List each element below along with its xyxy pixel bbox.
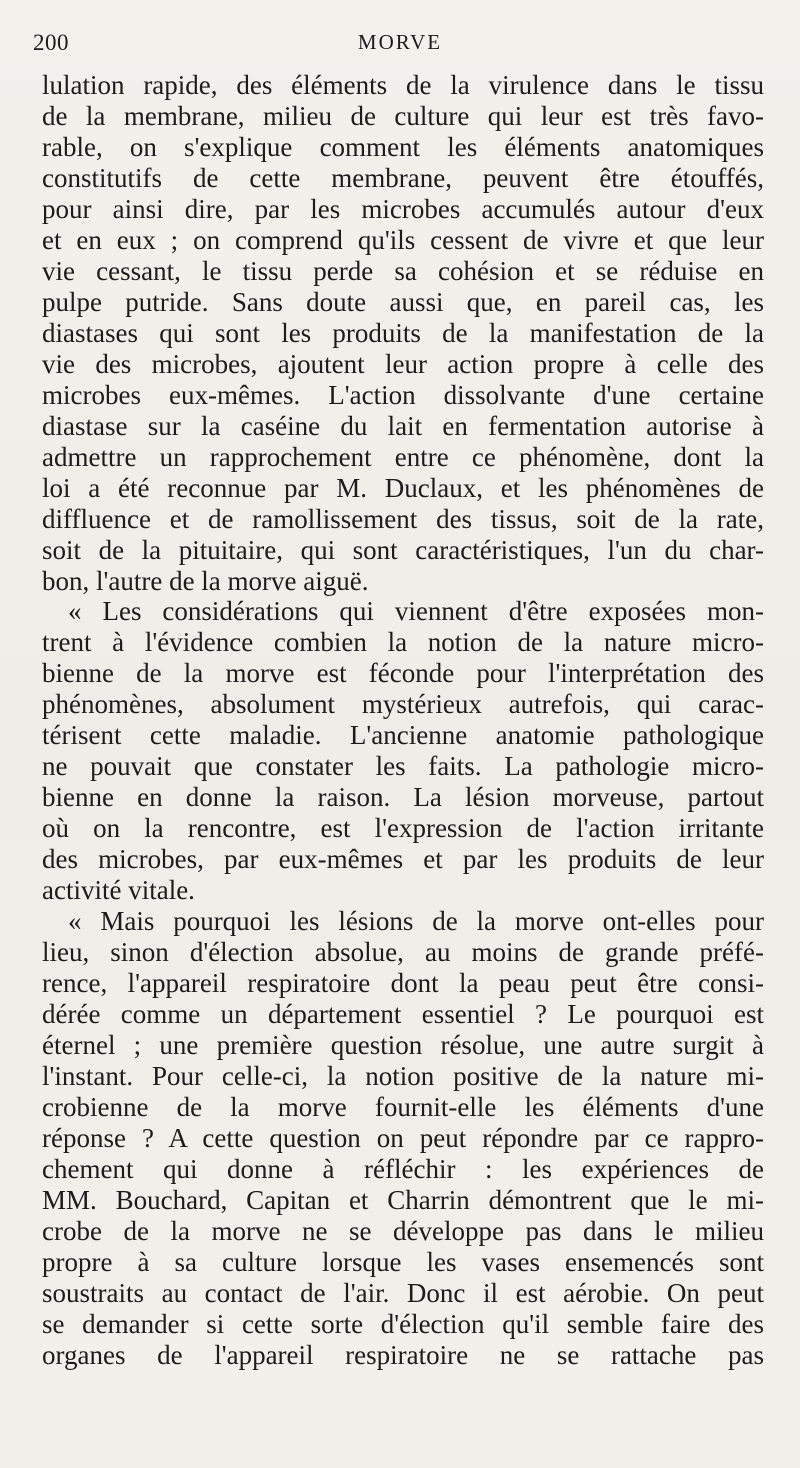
- text-line: organes de l'appareil respiratoire ne se rattache pas: [42, 1339, 764, 1370]
- text-line: l'instant. Pour celle-ci, la notion positive de la nature mi-: [42, 1061, 764, 1091]
- text-line: chement qui donne à réfléchir : les expériences de: [42, 1153, 764, 1184]
- text-line: activité vitale.: [42, 875, 195, 906]
- text-line: vie des microbes, ajoutent leur action propre à celle des: [42, 348, 764, 379]
- text-line: trent à l'évidence combien la notion de la nature micro-: [42, 627, 764, 658]
- text-line: propre à sa culture lorsque les vases ensemencés sont: [42, 1246, 764, 1277]
- text-line: de la membrane, milieu de culture qui leur est très favo-: [42, 100, 764, 131]
- text-line: phénomènes, absolument mystérieux autrefois, qui carac-: [42, 689, 764, 720]
- text-line: diastase sur la caséine du lait en fermentation autorise à: [42, 410, 764, 441]
- text-line: loi a été reconnue par M. Duclaux, et les phénomènes de: [42, 472, 764, 503]
- text-line: admettre un rapprochement entre ce phénomène, dont la: [42, 441, 764, 472]
- text-line: constitutifs de cette membrane, peuvent être étouffés,: [42, 162, 764, 193]
- text-line: diffluence et de ramollissement des tissus, soit de la rate,: [42, 503, 764, 534]
- body-text: [42, 70, 764, 1371]
- text-line: térisent cette maladie. L'ancienne anatomie pathologique: [42, 720, 764, 751]
- text-line: soit de la pituitaire, qui sont caractéristiques, l'un du char-: [42, 534, 764, 565]
- text-line: bon, l'autre de la morve aiguë.: [42, 565, 369, 596]
- text-line: « Les considérations qui viennent d'être exposées mon-: [68, 596, 764, 627]
- text-line: microbes eux-mêmes. L'action dissolvante d'une certaine: [42, 379, 764, 410]
- text-line: rence, l'appareil respiratoire dont la peau peut être consi-: [42, 968, 764, 999]
- text-line: bienne en donne la raison. La lésion morveuse, partout: [42, 782, 764, 813]
- text-line: pulpe putride. Sans doute aussi que, en pareil cas, les: [42, 286, 764, 317]
- text-line: se demander si cette sorte d'élection qu'il semble faire des: [42, 1308, 764, 1339]
- text-line: crobienne de la morve fournit-elle les éléments d'une: [42, 1091, 764, 1122]
- text-line: où on la rencontre, est l'expression de l'action irritante: [42, 813, 764, 844]
- text-line: pour ainsi dire, par les microbes accumulés autour d'eux: [42, 193, 764, 224]
- text-line: soustraits au contact de l'air. Donc il est aérobie. On peut: [42, 1277, 764, 1308]
- text-line: ne pouvait que constater les faits. La pathologie micro-: [42, 751, 764, 782]
- text-line: lulation rapide, des éléments de la virulence dans le tissu: [42, 70, 764, 100]
- text-line: MM. Bouchard, Capitan et Charrin démontrent que le mi-: [42, 1184, 764, 1215]
- text-line: diastases qui sont les produits de la manifestation de la: [42, 317, 764, 348]
- text-line: réponse ? A cette question on peut répondre par ce rappro-: [42, 1122, 764, 1153]
- text-line: et en eux ; on comprend qu'ils cessent de vivre et que leur: [42, 224, 764, 255]
- text-line: dérée comme un département essentiel ? Le pourquoi est: [42, 999, 764, 1030]
- text-line: « Mais pourquoi les lésions de la morve ont-elles pour: [68, 906, 764, 937]
- text-line: rable, on s'explique comment les éléments anatomiques: [42, 131, 764, 162]
- text-line: bienne de la morve est féconde pour l'interprétation des: [42, 658, 764, 689]
- text-line: des microbes, par eux-mêmes et par les produits de leur: [42, 844, 764, 875]
- text-line: crobe de la morve ne se développe pas dans le milieu: [42, 1215, 764, 1246]
- page-number: 200: [33, 30, 69, 55]
- text-line: vie cessant, le tissu perde sa cohésion et se réduise en: [42, 255, 764, 286]
- text-line: lieu, sinon d'élection absolue, au moins de grande préfé-: [42, 937, 764, 968]
- running-title: MORVE: [357, 30, 443, 54]
- text-line: éternel ; une première question résolue, une autre surgit à: [42, 1030, 764, 1061]
